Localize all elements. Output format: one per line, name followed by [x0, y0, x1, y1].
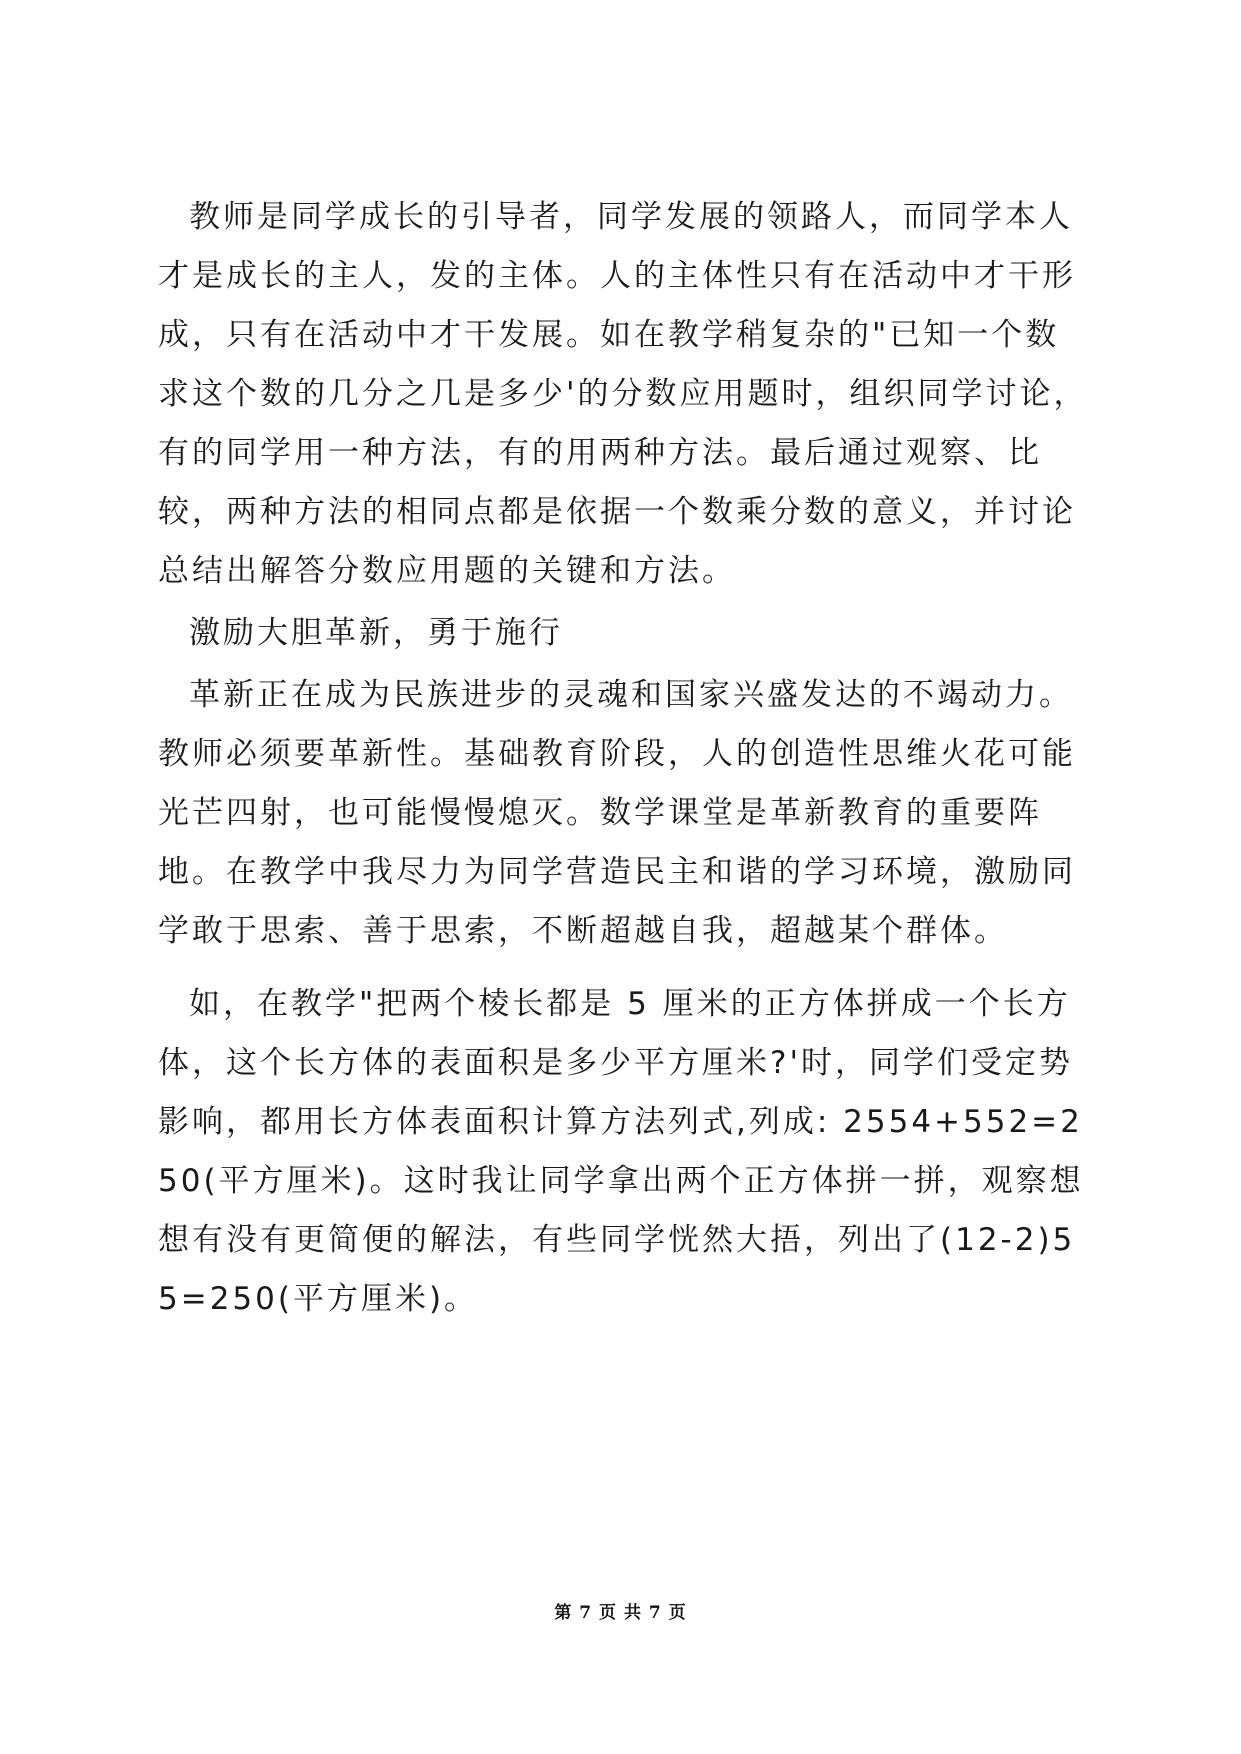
section-heading-innovation: 激励大胆革新，勇于施行 [189, 615, 563, 651]
document-body [158, 188, 1088, 1329]
paragraph-teacher-role: 教师是同学成长的引导者，同学发展的领路人，而同学本人才是成长的主人，发的主体。人的主体性只有在活动中才干形成，只有在活动中才干发展。如在教学稍复杂的"已知一个数求这个数的几分之几是多少'的分数应用题时，组织同学讨论，有的同学用一种方法，有的用两种方法。最后通过观察、比较，两种方法的相同点都是依据一个数乘分数的意义，并讨论总结出解答分数应用题的关键和方法。 [158, 199, 1088, 589]
paragraph-innovation: 革新正在成为民族进步的灵魂和国家兴盛发达的不竭动力。教师必须要革新性。基础教育阶段，人的创造性思维火花可能光芒四射，也可能慢慢熄灭。数学课堂是革新教育的重要阵地。在教学中我尽力为同学营造民主和谐的学习环境，激励同学敢于思索、善于思索，不断超越自我，超越某个群体。 [158, 677, 1076, 949]
page-number-footer: 第 7 页 共 7 页 [554, 1603, 687, 1623]
paragraph-example: 如，在教学"把两个棱长都是 5 厘米的正方体拼成一个长方体，这个长方体的表面积是多少平方厘米?'时，同学们受定势影响，都用长方体表面积计算方法列式,列成: 2554+552=250(平方厘米)。这时我让同学拿出两个正方体拼一拼，观察想想有没有更简便的解法，有些同学恍然大捂，列出了(12-2)55=250(平方厘米)。 [158, 986, 1084, 1317]
